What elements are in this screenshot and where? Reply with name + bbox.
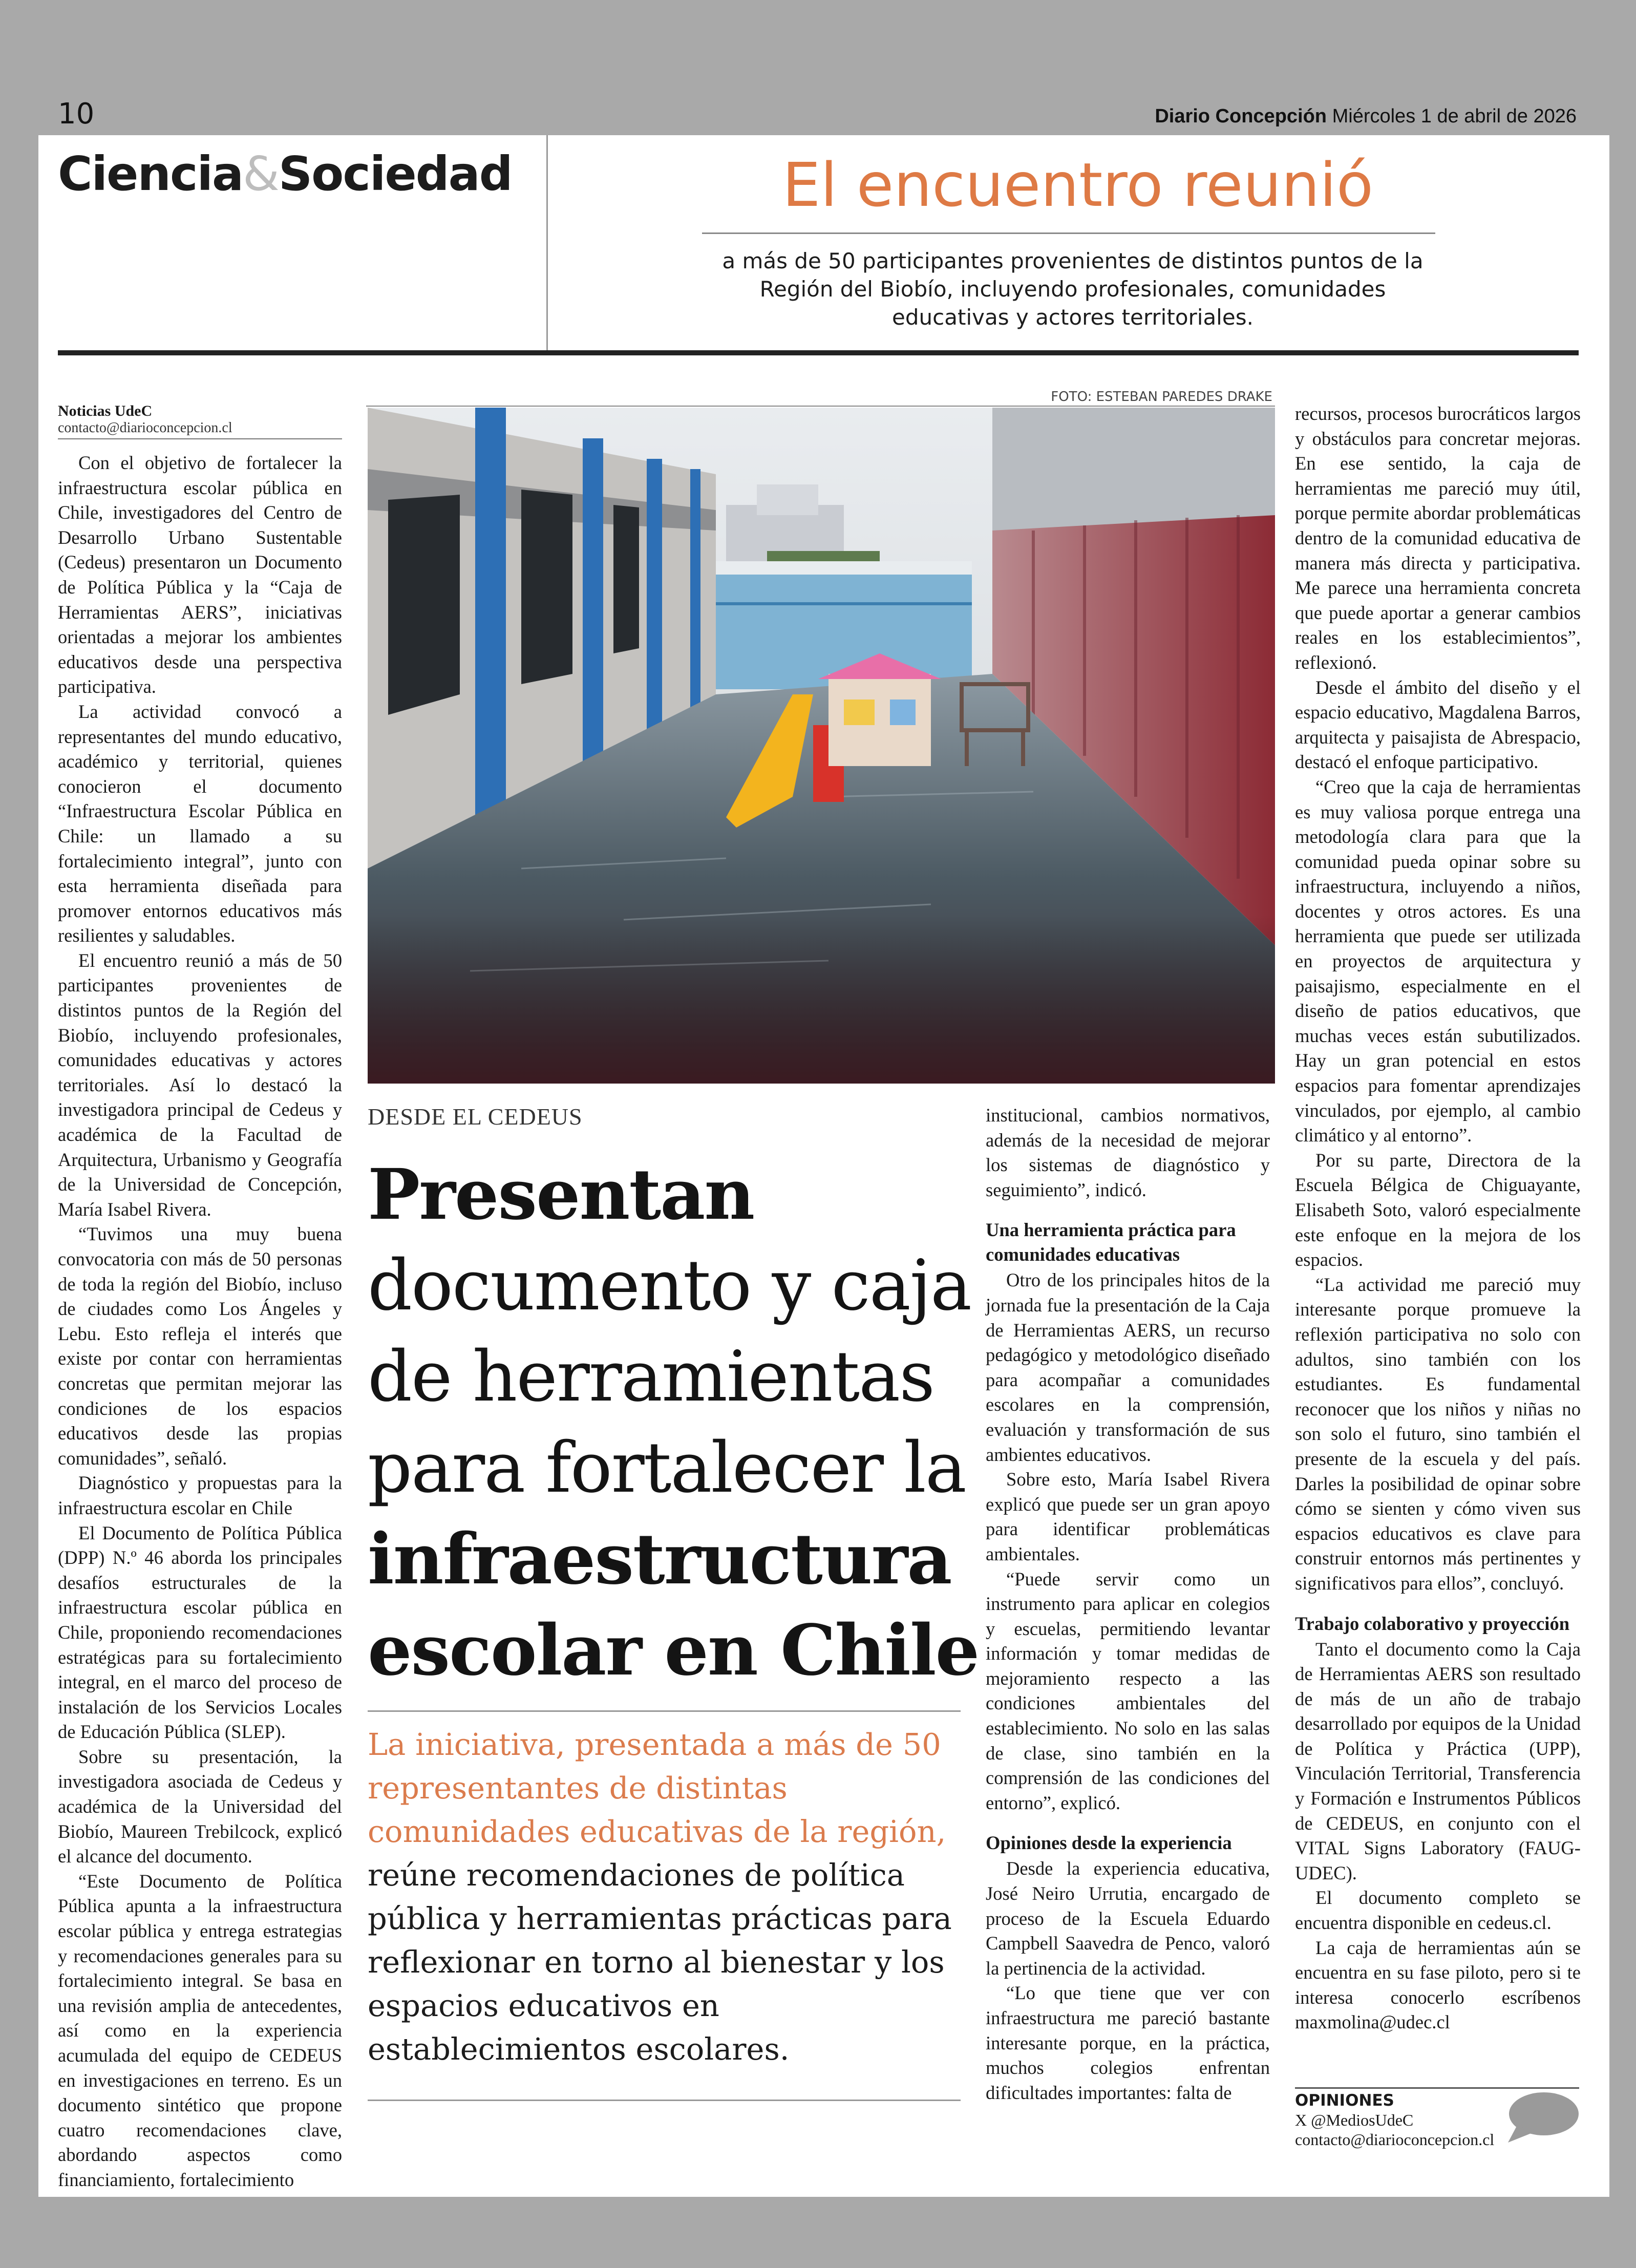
section-left: Ciencia	[58, 146, 243, 201]
body-column-1	[58, 451, 342, 2193]
headline-rule	[368, 1710, 961, 1712]
paragraph: La actividad convocó a representantes del mundo educativo, académico y territorial, quienes conocieron el documento “Infraestructura Escolar Pública en Chile: un llamado a su fortalecimiento integral”, junto con esta herramienta diseñada para promover entornos educativos más resilientes y saludables.	[58, 701, 342, 946]
footer-rule	[1295, 2087, 1579, 2089]
footer-email[interactable]: contacto@diarioconcepcion.cl	[1295, 2130, 1495, 2149]
paragraph: El documento completo se encuentra disponible en cedeus.cl.	[1295, 1887, 1581, 1934]
photo-credit-rule	[366, 406, 1275, 407]
byline-email: contacto@diarioconcepcion.cl	[58, 420, 232, 436]
headline-line: de herramientas	[368, 1337, 934, 1417]
byline-name: Noticias UdeC	[58, 402, 153, 419]
paragraph: “La actividad me pareció muy interesante porque promueve la reflexión participativa no solo con adultos, sino también con los estudiantes. Es fundamental reconocer que los niños y niñas no son solo el futuro, sino también el presente de la escuela y del país. Darles la posibilidad de opinar sobre cómo se sienten y cómo viven sus espacios educativos es clave para construir entornos más pertinentes y significativos para ellos”, concluyó.	[1295, 1274, 1581, 1594]
article-lead	[368, 1723, 967, 2071]
subheading: Opiniones desde la experiencia	[986, 1832, 1232, 1854]
paragraph: “Puede servir como un instrumento para aplicar en colegios y escuelas, permitiendo levantar información y tomar medidas de mejoramiento respecto a las condiciones ambientales del establecimiento. No solo en las salas de clase, sino también en la comprensión de las condiciones del entorno”, explicó.	[986, 1568, 1270, 1813]
paragraph: Sobre esto, María Isabel Rivera explicó que puede ser un gran apoyo para identificar problemáticas ambientales.	[986, 1469, 1270, 1564]
headline-line: escolar en Chile	[368, 1609, 979, 1691]
article-tag: DESDE EL CEDEUS	[368, 1104, 583, 1130]
kicker-rule	[702, 232, 1435, 234]
kicker-subtitle: a más de 50 participantes provenientes de distintos puntos de la Región del Biobío, incluyendo profesionales, comunidades educativas y actores territoriales.	[722, 248, 1423, 330]
subheading: Trabajo colaborativo y proyección	[1295, 1613, 1570, 1634]
paragraph: Otro de los principales hitos de la jornada fue la presentación de la Caja de Herramientas AERS, un recurso pedagógico y metodológico diseñado para acompañar a comunidades escolares en la comprensión, evaluación y transformación de sus ambientes educativos.	[986, 1269, 1270, 1465]
newspaper-page	[38, 135, 1609, 2197]
paragraph: institucional, cambios normativos, además de la necesidad de mejorar los sistemas de diagnóstico y seguimiento”, indicó.	[986, 1105, 1270, 1200]
paragraph: recursos, procesos burocráticos largos y obstáculos para concretar mejoras. En ese sentido, la caja de herramientas me pareció muy útil, porque permite abordar problemáticas dentro de la comunidad educativa de manera más directa y participativa. Me parece una herramienta concreta que puede aportar a generar cambios reales en los establecimientos”, reflexionó.	[1295, 403, 1581, 673]
photo-credit: FOTO: ESTEBAN PAREDES DRAKE	[1051, 389, 1272, 405]
lead-rest: reúne recomendaciones de política pública y herramientas prácticas para reflexionar en torno al bienestar y los espacios educativos en establecimientos escolares.	[368, 1857, 952, 2067]
paragraph: “Este Documento de Política Pública apunta a la infraestructura escolar pública y entrega estrategias y recomendaciones generales para su fortalecimiento integral. Se basa en una revisión amplia de antecedentes, así como en la experiencia acumulada del equipo de CEDEUS en investigaciones en terreno. Es un documento sintético que propone cuatro recomendaciones clave, abordando aspectos como financiamiento, fortalecimiento	[58, 1870, 342, 2190]
masthead-date: Miércoles 1 de abril de 2026	[1332, 105, 1577, 127]
paragraph: El encuentro reunió a más de 50 participantes provenientes de distintos puntos de la Región del Biobío, incluyendo profesionales, comunidades educativas y actores territoriales. Así lo destacó la investigadora principal de Cedeus y académica de la Facultad de Arquitectura, Urbanismo y Geografía de la Universidad de Concepción, María Isabel Rivera.	[58, 949, 342, 1220]
section-title	[58, 146, 512, 201]
speech-bubble-icon	[1503, 2089, 1580, 2146]
header-divider	[546, 135, 548, 350]
lead-highlight: La iniciativa, presentada a más de 50 representantes de distintas comunidades educativas de la región,	[368, 1727, 946, 1849]
section-right: Sociedad	[278, 146, 512, 201]
paragraph: Diagnóstico y propuestas para la infraestructura escolar en Chile	[58, 1472, 342, 1518]
paragraph: “Lo que tiene que ver con infraestructura me pareció bastante interesante porque, en la práctica, muchos colegios enfrentan dificultades importantes: falta de	[986, 1982, 1270, 2103]
paragraph: Sobre su presentación, la investigadora asociada de Cedeus y académica de la Universidad del Biobío, Maureen Trebilcock, explicó el alcance del documento.	[58, 1746, 342, 1867]
paragraph: Por su parte, Directora de la Escuela Bélgica de Chiguayante, Elisabeth Soto, valoró especialmente este enfoque en la mejora de los espacios.	[1295, 1149, 1581, 1270]
paragraph: Desde la experiencia educativa, José Neiro Urrutia, encargado de proceso de la Escuela Eduardo Campbell Saavedra de Penco, valoró la pertinencia de la actividad.	[986, 1858, 1270, 1979]
masthead	[1155, 105, 1577, 128]
body-column-3	[986, 1103, 1270, 2105]
lead-rule	[368, 2100, 961, 2101]
header-rule	[58, 350, 1579, 355]
paragraph: La caja de herramientas aún se encuentra en su fase piloto, pero si te interesa conocerlo escríbenos maxmolina@udec.cl	[1295, 1937, 1581, 2033]
paragraph: “Tuvimos una muy buena convocatoria con más de 50 personas de toda la región del Biobío, incluso de ciudades como Los Ángeles y Lebu. Esto refleja el interés que existe por contar con herramientas concretas que permitan mejorar las condiciones de los espacios educativos desde las propias comunidades”, señaló.	[58, 1223, 342, 1469]
byline-rule	[58, 438, 342, 439]
paragraph: Tanto el documento como la Caja de Herramientas AERS son resultado de más de un año de trabajo desarrollado por equipos de la Unidad de Política y Práctica (UPP), Vinculación Territorial, Transferencia y Formación e Instrumentos Públicos de CEDEUS, en conjunto con el VITAL Signs Laboratory (FAUG-UDEC).	[1295, 1638, 1581, 1883]
footer-label: OPINIONES	[1295, 2091, 1394, 2110]
footer-x-handle[interactable]: X @MediosUdeC	[1295, 2111, 1414, 2129]
section-amp: &	[243, 146, 279, 201]
headline-line: Presentan	[368, 1154, 754, 1236]
subheading: Una herramienta práctica para comunidades educativas	[986, 1219, 1236, 1265]
paragraph: Desde el ámbito del diseño y el espacio educativo, Magdalena Barros, arquitecta y paisajista de Abrespacio, destacó el enfoque participativo.	[1295, 676, 1581, 773]
body-column-4	[1295, 401, 1581, 2035]
headline-line: documento y caja	[368, 1245, 971, 1326]
flooded-schoolyard-photo	[368, 408, 1275, 1084]
headline-line: para fortalecer la	[368, 1428, 966, 1509]
headline-line: infraestructura	[368, 1518, 951, 1600]
paragraph: “Creo que la caja de herramientas es muy valiosa porque entrega una metodología clara para que la comunidad pueda opinar sobre su infraestructura, incluyendo a niños, docentes y otros actores. Es una herramienta que puede ser utilizada en proyectos de arquitectura y paisajismo, especialmente en el diseño de patios educativos, que muchas veces están subutilizados. Hay un gran potencial en estos espacios para fomentar aprendizajes vinculados, por ejemplo, al cambio climático y al entorno”.	[1295, 776, 1581, 1146]
paragraph: El Documento de Política Pública (DPP) N.º 46 aborda los principales desafíos estructurales de la infraestructura escolar pública en Chile, proponiendo recomendaciones estratégicas para su fortalecimiento integral, en el marco del proceso de instalación de los Servicios Locales de Educación Pública (SLEP).	[58, 1522, 342, 1743]
kicker-title: El encuentro reunió	[782, 150, 1374, 220]
masthead-paper: Diario Concepción	[1155, 105, 1327, 127]
article-headline	[368, 1149, 982, 1696]
paragraph: Con el objetivo de fortalecer la infraestructura escolar pública en Chile, investigadores del Centro de Desarrollo Urbano Sustentable (Cedeus) presentaron un Documento de Política Pública y la “Caja de Herramientas AERS”, iniciativas orientadas a mejorar los ambientes educativos desde una perspectiva participativa.	[58, 452, 342, 697]
page-number: 10	[58, 97, 95, 131]
